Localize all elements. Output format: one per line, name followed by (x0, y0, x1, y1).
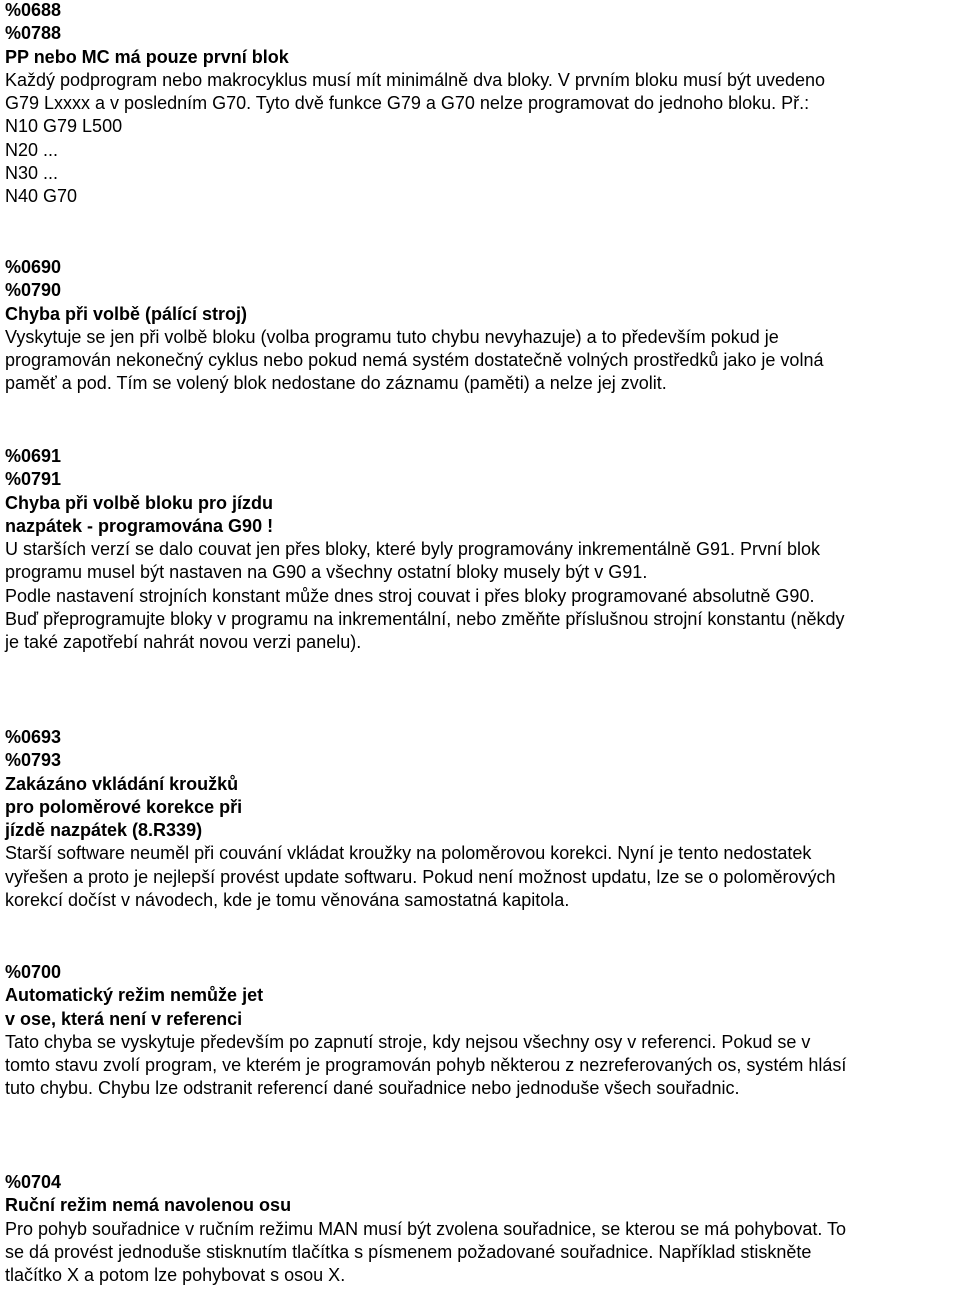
code-example-line: N30 ... (5, 163, 59, 184)
error-code: %0790 (5, 280, 62, 301)
error-title: nazpátek - programována G90 ! (5, 515, 274, 536)
error-description-line: se dá provést jednoduše stisknutím tlačítka s písmenem požadované souřadnice. Například stiskněte (5, 1241, 812, 1262)
error-section (5, 961, 957, 1101)
error-description-line: programován nekonečný cyklus nebo pokud nemá systém dostatečně volných prostředků jako je volná (5, 350, 824, 371)
error-section (5, 1171, 957, 1287)
error-section (5, 445, 957, 655)
error-section (5, 726, 957, 912)
error-description-line: tuto chybu. Chybu lze odstranit referencí dané souřadnice nebo jednoduše všech souřadnic. (5, 1078, 740, 1099)
error-description-line: U starších verzí se dalo couvat jen přes bloky, které byly programovány inkrementálně G91. První blok (5, 539, 821, 560)
error-code: %0791 (5, 469, 62, 490)
error-code: %0690 (5, 257, 62, 277)
error-title: Ruční režim nemá navolenou osu (5, 1195, 292, 1216)
error-section (5, 0, 957, 209)
error-title: Automatický režim nemůže jet (5, 985, 264, 1006)
error-description-line: je také zapotřebí nahrát novou verzi panelu). (5, 632, 362, 653)
error-description-line: Pro pohyb souřadnice v ručním režimu MAN musí být zvolena souřadnice, se kterou se má pohybovat. To (5, 1218, 847, 1239)
error-description-line: tomto stavu zvolí program, ve kterém je programován pohyb některou z nezreferovaných os, systém hlásí (5, 1055, 847, 1076)
error-title: Zakázáno vkládání kroužků (5, 773, 239, 794)
error-description-line: Vyskytuje se jen při volbě bloku (volba programu tuto chybu nevyhazuje) a to především pokud je (5, 326, 779, 347)
error-title: v ose, která není v referenci (5, 1008, 243, 1029)
error-description-line: programu musel být nastaven na G90 a všechny ostatní bloky musely být v G91. (5, 562, 648, 583)
error-description-line: Tato chyba se vyskytuje především po zapnutí stroje, kdy nejsou všechny osy v referenci. Pokud se v (5, 1031, 811, 1052)
error-section (5, 256, 957, 396)
error-code: %0704 (5, 1172, 62, 1192)
error-title: jízdě nazpátek (8.R339) (5, 820, 203, 841)
error-description-line: paměť a pod. Tím se volený blok nedostane do záznamu (paměti) a nelze jej zvolit. (5, 373, 667, 394)
error-code: %0788 (5, 23, 62, 44)
error-description-line: Buď přeprogramujte bloky v programu na inkrementální, nebo změňte příslušnou strojní konstantu (někdy (5, 609, 845, 630)
code-example-line: N40 G70 (5, 186, 78, 207)
error-code: %0793 (5, 750, 62, 771)
error-description-line: G79 Lxxxx a v posledním G70. Tyto dvě funkce G79 a G70 nelze programovat do jednoho bloku. Př.: (5, 93, 810, 114)
error-description-line: Každý podprogram nebo makrocyklus musí mít minimálně dva bloky. V prvním bloku musí být uvedeno (5, 69, 826, 90)
error-description-line: tlačítko X a potom lze pohybovat s osou X. (5, 1265, 346, 1286)
code-example-line: N10 G79 L500 (5, 116, 123, 137)
error-code: %0700 (5, 962, 62, 982)
error-title: Chyba při volbě (pálící stroj) (5, 303, 248, 324)
error-title: pro poloměrové korekce při (5, 796, 243, 817)
error-description-line: Podle nastavení strojních konstant může dnes stroj couvat i přes bloky programované absolutně G90. (5, 585, 815, 606)
error-title: Chyba při volbě bloku pro jízdu (5, 492, 274, 513)
error-code: %0688 (5, 0, 62, 20)
error-title: PP nebo MC má pouze první blok (5, 46, 289, 67)
error-description-line: vyřešen a proto je nejlepší provést update softwaru. Pokud není možnost updatu, lze se o poloměrových (5, 866, 836, 887)
error-description-line: Starší software neuměl při couvání vkládat kroužky na poloměrovou korekci. Nyní je tento nedostatek (5, 843, 812, 864)
error-code: %0693 (5, 727, 62, 747)
error-description-line: korekcí dočíst v návodech, kde je tomu věnována samostatná kapitola. (5, 890, 570, 911)
error-code: %0691 (5, 446, 62, 466)
code-example-line: N20 ... (5, 139, 59, 160)
